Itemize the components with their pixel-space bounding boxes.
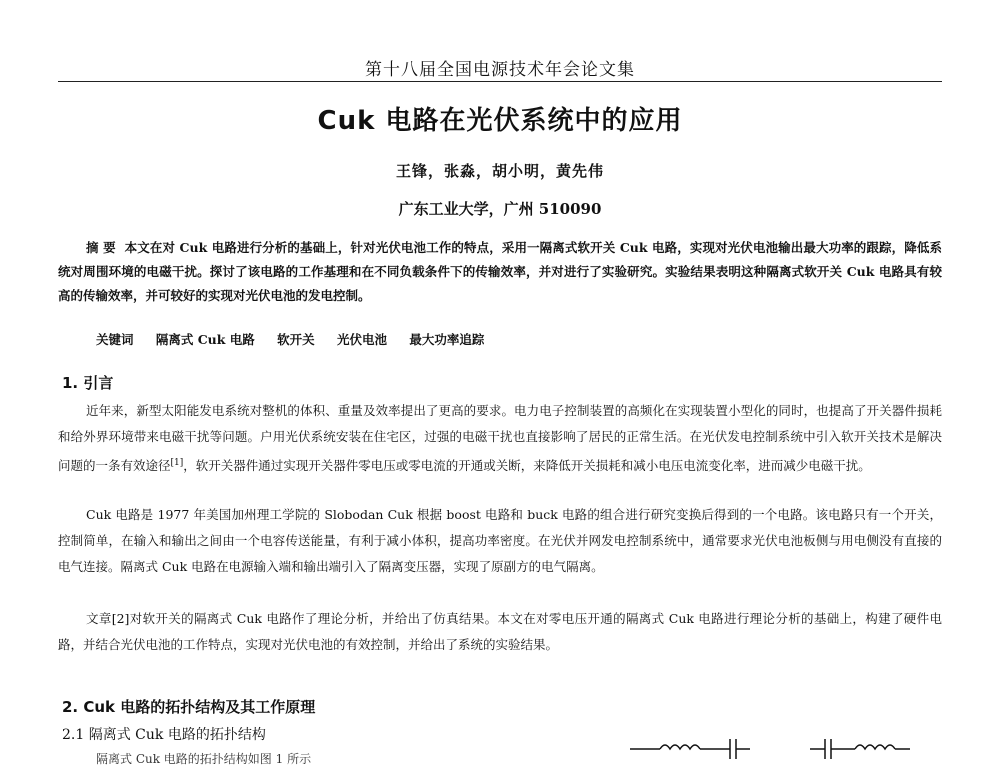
citation-ref: [1] — [170, 458, 184, 468]
paragraph-text: 近年来，新型太阳能发电系统对整机的体积、重量及效率提出了更高的要求。电力电子控制装置的高频化在实现装置小型化的同时，也提高了开关器件损耗和给外界环境带来电磁干扰等问题。户用光伏系统安装在住宅区，过强的电磁干扰也直接影响了居民的正常生活。在光伏发电控制系统中引入软开关技术是解决问题的一条有效途径 — [58, 403, 942, 474]
section-heading-intro: 1. 引言 — [62, 374, 114, 392]
intro-paragraph-3: 文章[2]对软开关的隔离式 Cuk 电路作了理论分析，并给出了仿真结果。本文在对零电压开通的隔离式 Cuk 电路进行理论分析的基础上，构建了硬件电路，并结合光伏电池的工作特点，实现对光伏电池的有效控制，并给出了系统的实验结果。 — [58, 611, 942, 652]
intro-paragraph-1 — [58, 398, 942, 479]
affiliation: 广东工业大学，广州 510090 — [398, 200, 602, 218]
intro-paragraph-2: Cuk 电路是 1977 年美国加州理工学院的 Slobodan Cuk 根据 boost 电路和 buck 电路的组合进行研究变换后得到的一个电路。该电路只有一个开关，控制简单，在输入和输出之间由一个电容传送能量，有利于减小体积，提高功率密度。在光伏并网发电控制系统中，通常要求光伏电池板侧与用电侧没有直接的电气连接。隔离式 Cuk 电路在电源输入端和输出端引入了隔离变压器，实现了原副方的电气隔离。 — [58, 507, 942, 574]
keyword: 隔离式 Cuk 电路 — [155, 332, 255, 347]
circuit-diagram-fragment — [620, 735, 910, 760]
abstract-text: 本文在对 Cuk 电路进行分析的基础上，针对光伏电池工作的特点，采用一隔离式软开关 Cuk 电路，实现对光伏电池输出最大功率的跟踪，降低系统对周围环境的电磁干扰。探讨了该电路的工作基理和在不同负载条件下的传输效率，并对进行了实验研究。实验结果表明这种隔离式软开关 Cuk 电路具有较高的传输效率，并可较好的实现对光伏电池的发电控制。 — [58, 240, 942, 303]
subsection-heading: 2.1 隔离式 Cuk 电路的拓扑结构 — [62, 727, 266, 743]
paper-title: Cuk 电路在光伏系统中的应用 — [317, 106, 683, 136]
cut-off-line: 隔离式 Cuk 电路的拓扑结构如图 1 所示 — [96, 752, 312, 766]
keywords-label: 关键词 — [96, 332, 134, 347]
keyword: 最大功率追踪 — [409, 332, 485, 347]
section-heading-topology: 2. Cuk 电路的拓扑结构及其工作原理 — [62, 698, 316, 716]
keyword: 软开关 — [277, 332, 315, 347]
keywords — [96, 330, 502, 348]
keyword: 光伏电池 — [337, 332, 388, 347]
header-rule — [58, 81, 942, 82]
authors: 王锋，张淼，胡小明，黄先伟 — [395, 162, 604, 180]
running-head: 第十八届全国电源技术年会论文集 — [365, 60, 635, 80]
abstract-label: 摘 要 — [86, 240, 116, 255]
paragraph-text: ，软开关器件通过实现开关器件零电压或零电流的开通或关断，来降低开关损耗和减小电压电流变化率，进而减少电磁干扰。 — [183, 458, 871, 474]
abstract — [58, 236, 942, 308]
